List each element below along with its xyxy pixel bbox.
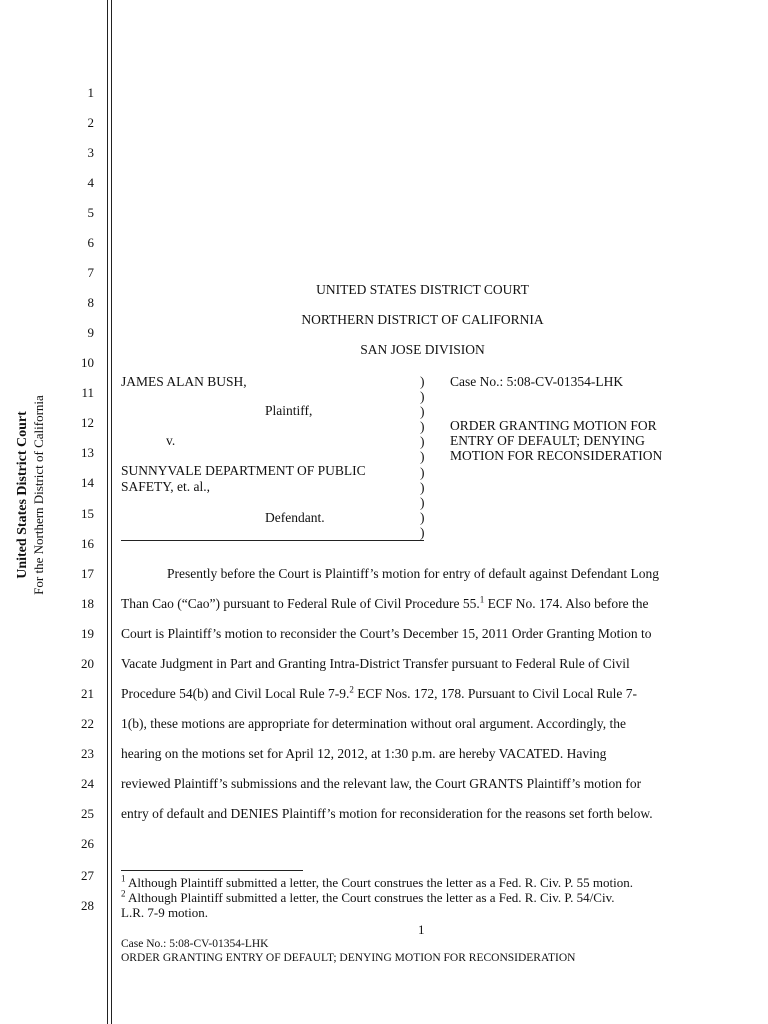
footnote-1	[121, 873, 634, 890]
line-number: 19	[81, 626, 94, 641]
plaintiff-role: Plaintiff,	[265, 403, 313, 418]
footer-title: ORDER GRANTING ENTRY OF DEFAULT; DENYING MOTION FOR RECONSIDERATION	[121, 952, 576, 964]
line-number: 15	[81, 506, 94, 521]
line-number: 17	[81, 566, 94, 581]
line-number: 24	[81, 776, 94, 791]
line-number: 7	[87, 265, 94, 280]
line-number: 16	[81, 536, 94, 551]
body-line-21	[121, 686, 637, 702]
body-line-23: hearing on the motions set for April 12, 2012, at 1:30 p.m. are hereby VACATED. Having	[121, 746, 607, 761]
line-number: 27	[81, 868, 94, 883]
body-line-18	[121, 596, 649, 612]
line-number: 11	[81, 385, 94, 400]
footnote-2	[121, 888, 615, 905]
line-number: 5	[87, 205, 94, 220]
line-number: 6	[87, 235, 94, 250]
body-line-22: 1(b), these motions are appropriate for determination without oral argument. Accordingly, the	[121, 716, 626, 731]
body-line-24: reviewed Plaintiff’s submissions and the relevant law, the Court GRANTS Plaintiff’s motion for	[121, 776, 642, 791]
defendant-name-line1: SUNNYVALE DEPARTMENT OF PUBLIC	[121, 463, 366, 478]
line-number: 28	[81, 898, 94, 913]
body-line-20: Vacate Judgment in Part and Granting Intra-District Transfer pursuant to Federal Rule of Civil	[121, 656, 630, 671]
line-number: 8	[87, 295, 94, 310]
page-number: 1	[418, 922, 425, 937]
line-number: 12	[81, 415, 94, 430]
sidebar-district: For the Northern District of California	[31, 395, 46, 595]
footnote-rule	[121, 870, 303, 871]
footnote-2-mark: 2	[121, 888, 126, 899]
order-title-line1: ORDER GRANTING MOTION FOR	[450, 418, 657, 433]
footnote-2-continued: L.R. 7-9 motion.	[121, 905, 209, 920]
footnote-ref-1: 1	[479, 594, 485, 605]
line-number: 2	[87, 115, 94, 130]
footnote-2-line1: Although Plaintiff submitted a letter, the Court construes the letter as a Fed. R. Civ. P. 54/Civ.	[125, 890, 615, 905]
court-sidebar-label	[15, 365, 47, 625]
caption-underline	[121, 540, 424, 541]
line-number: 26	[81, 836, 94, 851]
line-number: 10	[81, 355, 94, 370]
heading-division: SAN JOSE DIVISION	[360, 342, 485, 357]
heading-court: UNITED STATES DISTRICT COURT	[316, 282, 529, 297]
footnote-1-text: Although Plaintiff submitted a letter, the Court construes the letter as a Fed. R. Civ. P. 55 motion.	[125, 875, 634, 890]
line-number: 9	[87, 325, 94, 340]
case-number: Case No.: 5:08-CV-01354-LHK	[450, 374, 624, 389]
sidebar-court-name: United States District Court	[15, 411, 30, 579]
line-number: 20	[81, 656, 94, 671]
body-line-18-text-b: ECF No. 174. Also before the	[484, 596, 649, 611]
defendant-name-line2: SAFETY, et. al.,	[121, 479, 211, 494]
line-number: 25	[81, 806, 94, 821]
line-number: 21	[81, 686, 94, 701]
line-number: 23	[81, 746, 94, 761]
line-number: 1	[87, 85, 94, 100]
order-title-line3: MOTION FOR RECONSIDERATION	[450, 448, 663, 463]
body-line-21-text-b: ECF Nos. 172, 178. Pursuant to Civil Local Rule 7-	[353, 686, 637, 701]
body-line-25: entry of default and DENIES Plaintiff’s motion for reconsideration for the reasons set forth below.	[121, 806, 653, 821]
heading-district: NORTHERN DISTRICT OF CALIFORNIA	[301, 312, 544, 327]
caption-parentheses: ) ) ) ) ) ) ) ) ) ) )	[420, 374, 425, 540]
defendant-role: Defendant.	[265, 510, 325, 525]
footnote-1-mark: 1	[121, 873, 126, 884]
footnote-ref-2: 2	[349, 684, 354, 695]
line-number: 14	[81, 475, 94, 490]
line-number: 13	[81, 445, 94, 460]
body-line-19: Court is Plaintiff’s motion to reconsider the Court’s December 15, 2011 Order Granting Motion to	[121, 626, 652, 641]
line-number: 3	[87, 145, 94, 160]
versus: v.	[166, 433, 176, 448]
body-line-17: Presently before the Court is Plaintiff’s motion for entry of default against Defendant Long	[167, 566, 660, 581]
margin-rule-left	[107, 0, 108, 1024]
plaintiff-name: JAMES ALAN BUSH,	[121, 374, 247, 389]
line-number: 4	[87, 175, 94, 190]
body-line-21-text-a: Procedure 54(b) and Civil Local Rule 7-9.	[121, 686, 350, 701]
body-line-18-text-a: Than Cao (“Cao”) pursuant to Federal Rule of Civil Procedure 55.	[121, 596, 480, 611]
line-number: 22	[81, 716, 94, 731]
footer-case-number: Case No.: 5:08-CV-01354-LHK	[121, 938, 269, 950]
order-title-line2: ENTRY OF DEFAULT; DENYING	[450, 433, 645, 448]
line-number: 18	[81, 596, 94, 611]
margin-rule-inner	[111, 0, 112, 1024]
